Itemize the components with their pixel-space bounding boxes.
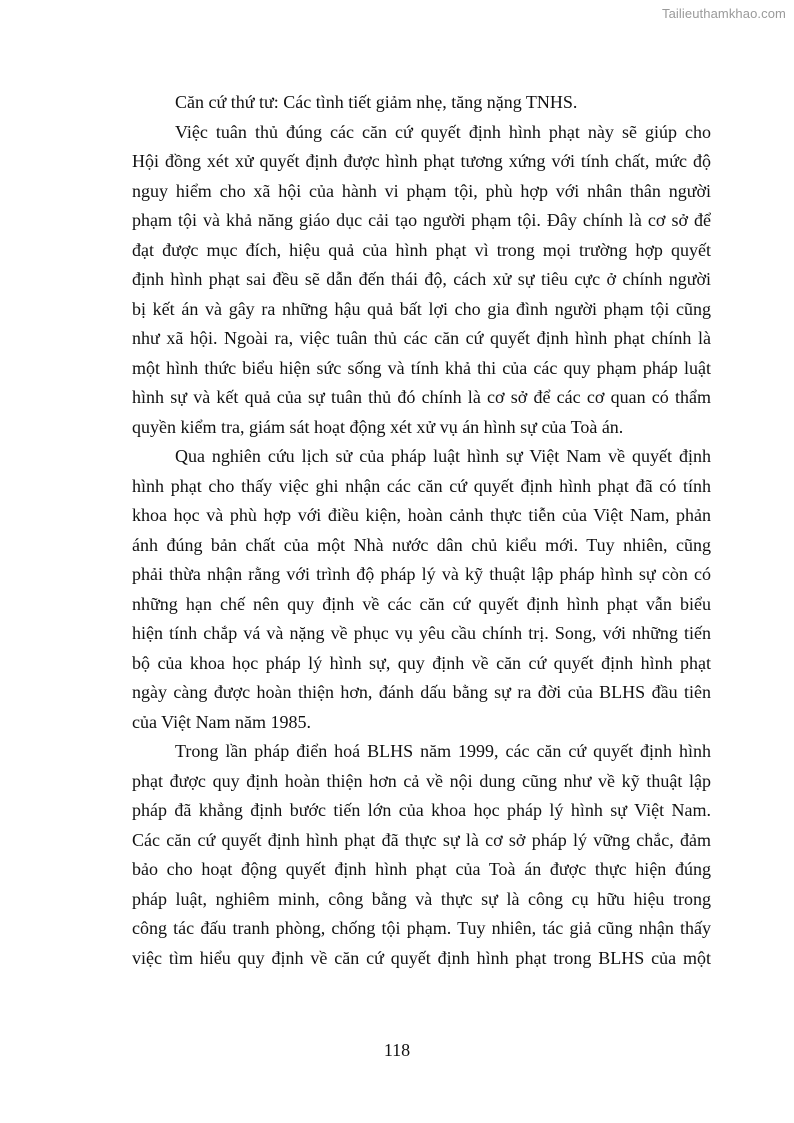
- watermark-text: Tailieuthamkhao.com: [661, 6, 786, 21]
- text-line: của Việt Nam năm 1985.: [132, 711, 312, 732]
- text-line: nguy hiểm cho xã hội của hành vi phạm tội, phù hợp với nhân thân người: [132, 180, 711, 201]
- text-line: Các căn cứ quyết định hình phạt đã thực sự là cơ sở pháp lý vững chắc, đảm: [132, 829, 711, 850]
- text-line: bị kết án và gây ra những hậu quả bất lợi cho gia đình người phạm tội cũng: [132, 298, 711, 319]
- page-number: 118: [383, 1040, 411, 1060]
- text-line: Việc tuân thủ đúng các căn cứ quyết định hình phạt này sẽ giúp cho: [175, 121, 711, 142]
- text-line: công tác đấu tranh phòng, chống tội phạm. Tuy nhiên, tác giả cũng nhận thấy: [132, 918, 711, 938]
- text-line: khoa học và phù hợp với điều kiện, hoàn cảnh thực tiễn của Việt Nam, phản: [132, 505, 711, 525]
- text-line: Căn cứ thứ tư: Các tình tiết giảm nhẹ, tăng nặng TNHS.: [175, 92, 578, 112]
- text-line: hiện tính chắp vá và nặng về phục vụ yêu cầu chính trị. Song, với những tiến: [132, 623, 711, 643]
- text-line: bộ của khoa học pháp lý hình sự, quy định về căn cứ quyết định hình phạt: [132, 652, 711, 673]
- text-line: phạm tội và khả năng giáo dục cải tạo người phạm tội. Đây chính là cơ sở để: [132, 210, 711, 230]
- text-line: như xã hội. Ngoài ra, việc tuân thủ các căn cứ quyết định hình phạt chính là: [132, 328, 711, 348]
- text-line: pháp đã khẳng định bước tiến lớn của khoa học pháp lý hình sự Việt Nam.: [132, 800, 711, 820]
- text-line: phạt được quy định hoàn thiện hơn cả về nội dung cũng như về kỹ thuật lập: [132, 770, 711, 791]
- text-line: Hội đồng xét xử quyết định được hình phạt tương xứng với tính chất, mức độ: [132, 151, 711, 171]
- text-line: đạt được mục đích, hiệu quả của hình phạt vì trong mọi trường hợp quyết: [132, 239, 711, 260]
- text-line: quyền kiểm tra, giám sát hoạt động xét xử vụ án hình sự của Toà án.: [132, 416, 624, 437]
- text-line: Trong lần pháp điển hoá BLHS năm 1999, các căn cứ quyết định hình: [175, 741, 711, 761]
- text-line: phải thừa nhận rằng với trình độ pháp lý và kỹ thuật lập pháp hình sự còn có: [132, 564, 711, 584]
- text-line: một hình thức biểu hiện sức sống và tính khả thi của các quy phạm pháp luật: [132, 357, 711, 378]
- text-line: việc tìm hiểu quy định về căn cứ quyết định hình phạt trong BLHS của một: [132, 947, 711, 968]
- text-line: định hình phạt sai đều sẽ dẫn đến thái độ, cách xử sự tiêu cực ở chính người: [132, 269, 711, 289]
- text-line: những hạn chế nên quy định về các căn cứ quyết định hình phạt vẫn biểu: [132, 593, 711, 614]
- text-line: hình phạt cho thấy việc ghi nhận các căn cứ quyết định hình phạt đã có tính: [132, 475, 711, 496]
- text-line: pháp luật, nghiêm minh, công bằng và thực sự là công cụ hữu hiệu trong: [132, 888, 711, 909]
- document-body: [132, 88, 711, 973]
- text-line: ngày càng được hoàn thiện hơn, đánh dấu bằng sự ra đời của BLHS đầu tiên: [132, 682, 711, 702]
- text-line: hình sự và kết quả của sự tuân thủ đó chính là cơ sở để các cơ quan có thẩm: [132, 387, 711, 407]
- text-line: Qua nghiên cứu lịch sử của pháp luật hình sự Việt Nam về quyết định: [175, 446, 711, 466]
- text-line: bảo cho hoạt động quyết định hình phạt của Toà án được thực hiện đúng: [132, 859, 711, 879]
- text-line: ánh đúng bản chất của một Nhà nước dân chủ kiểu mới. Tuy nhiên, cũng: [132, 534, 711, 555]
